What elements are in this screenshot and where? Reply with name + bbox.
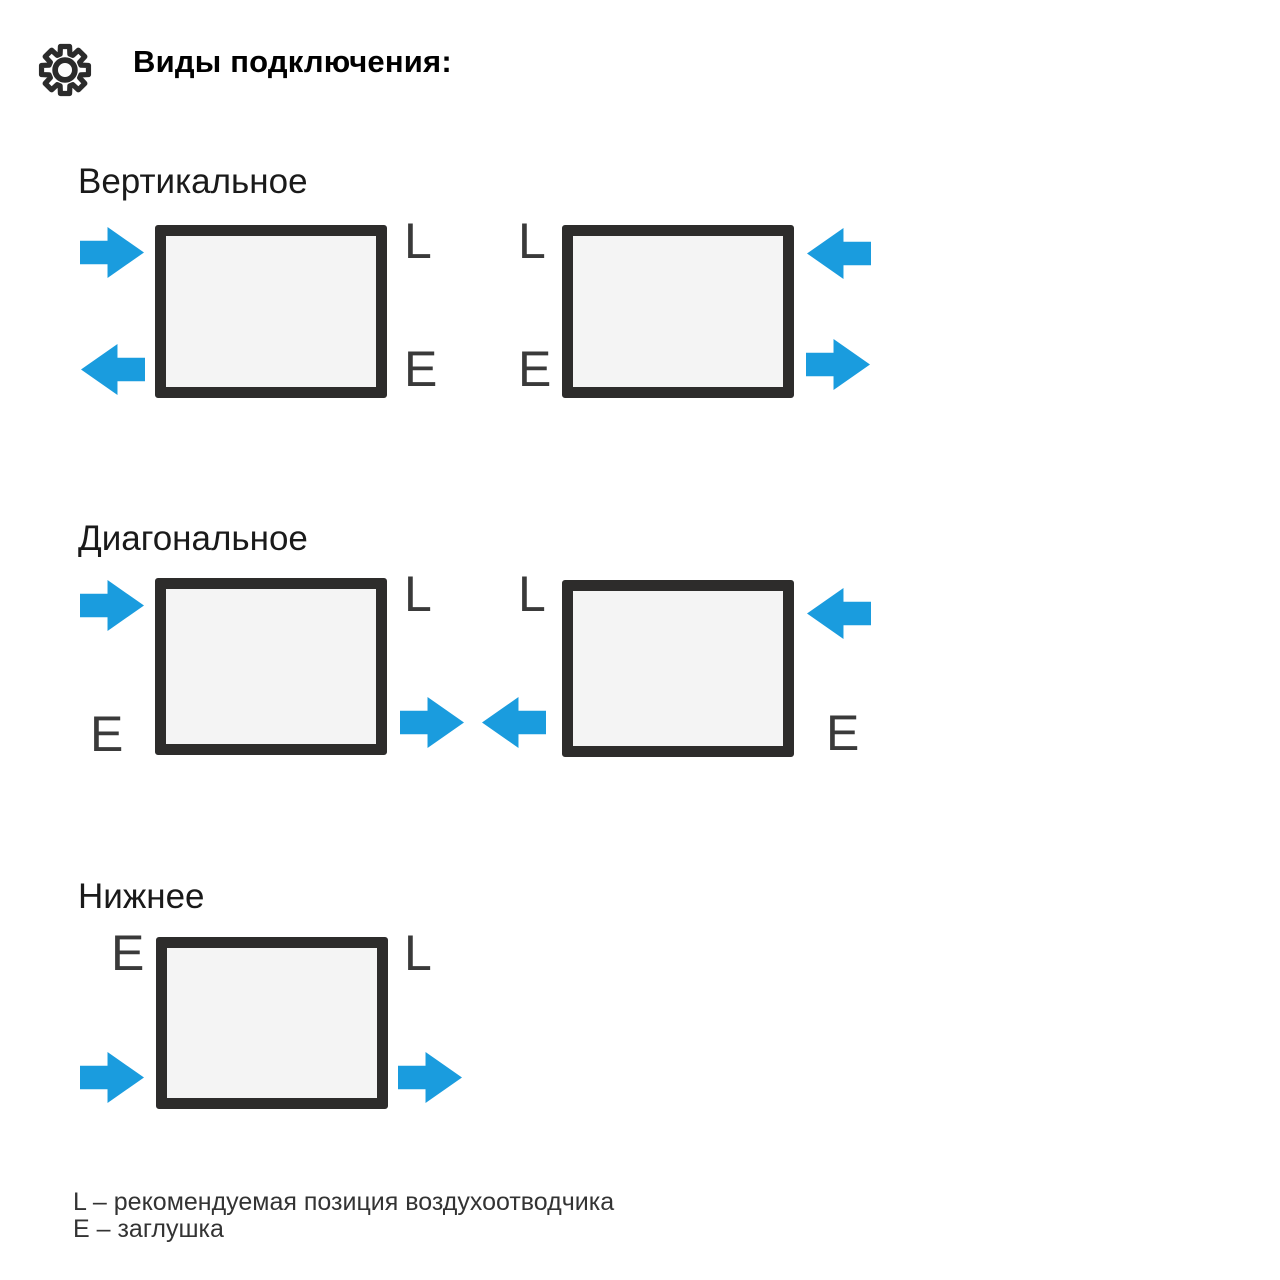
legend-line-air-vent: L – рекомендуемая позиция воздухоотводчика [73,1188,615,1216]
plug-label: E [826,705,860,761]
outlet-arrow-left-icon [81,344,145,395]
inlet-arrow-right-icon [80,580,144,631]
air-vent-position-label: L [404,566,432,622]
outlet-arrow-right-icon [806,339,870,390]
outlet-arrow-left-icon [482,697,546,748]
air-vent-position-label: L [518,213,546,269]
radiator-box [156,937,388,1109]
inlet-arrow-left-icon [807,588,871,639]
radiator-box [562,580,794,757]
page-title: Виды подключения: [133,44,452,79]
outlet-arrow-right-icon [398,1052,462,1103]
inlet-arrow-right-icon [80,1052,144,1103]
air-vent-position-label: L [404,213,432,269]
section-title-diagonal: Диагональное [78,519,308,558]
air-vent-position-label: L [518,566,546,622]
plug-label: E [518,341,552,397]
section-title-bottom: Нижнее [78,877,205,916]
gear-icon [38,43,92,97]
outlet-arrow-right-icon [400,697,464,748]
legend-line-plug: E – заглушка [73,1215,224,1243]
plug-label: E [90,706,124,762]
radiator-box [155,578,387,755]
radiator-box [155,225,387,398]
plug-label: E [111,925,145,981]
air-vent-position-label: L [404,925,432,981]
inlet-arrow-left-icon [807,228,871,279]
inlet-arrow-right-icon [80,227,144,278]
plug-label: E [404,341,438,397]
radiator-box [562,225,794,398]
section-title-vertical: Вертикальное [78,162,308,201]
